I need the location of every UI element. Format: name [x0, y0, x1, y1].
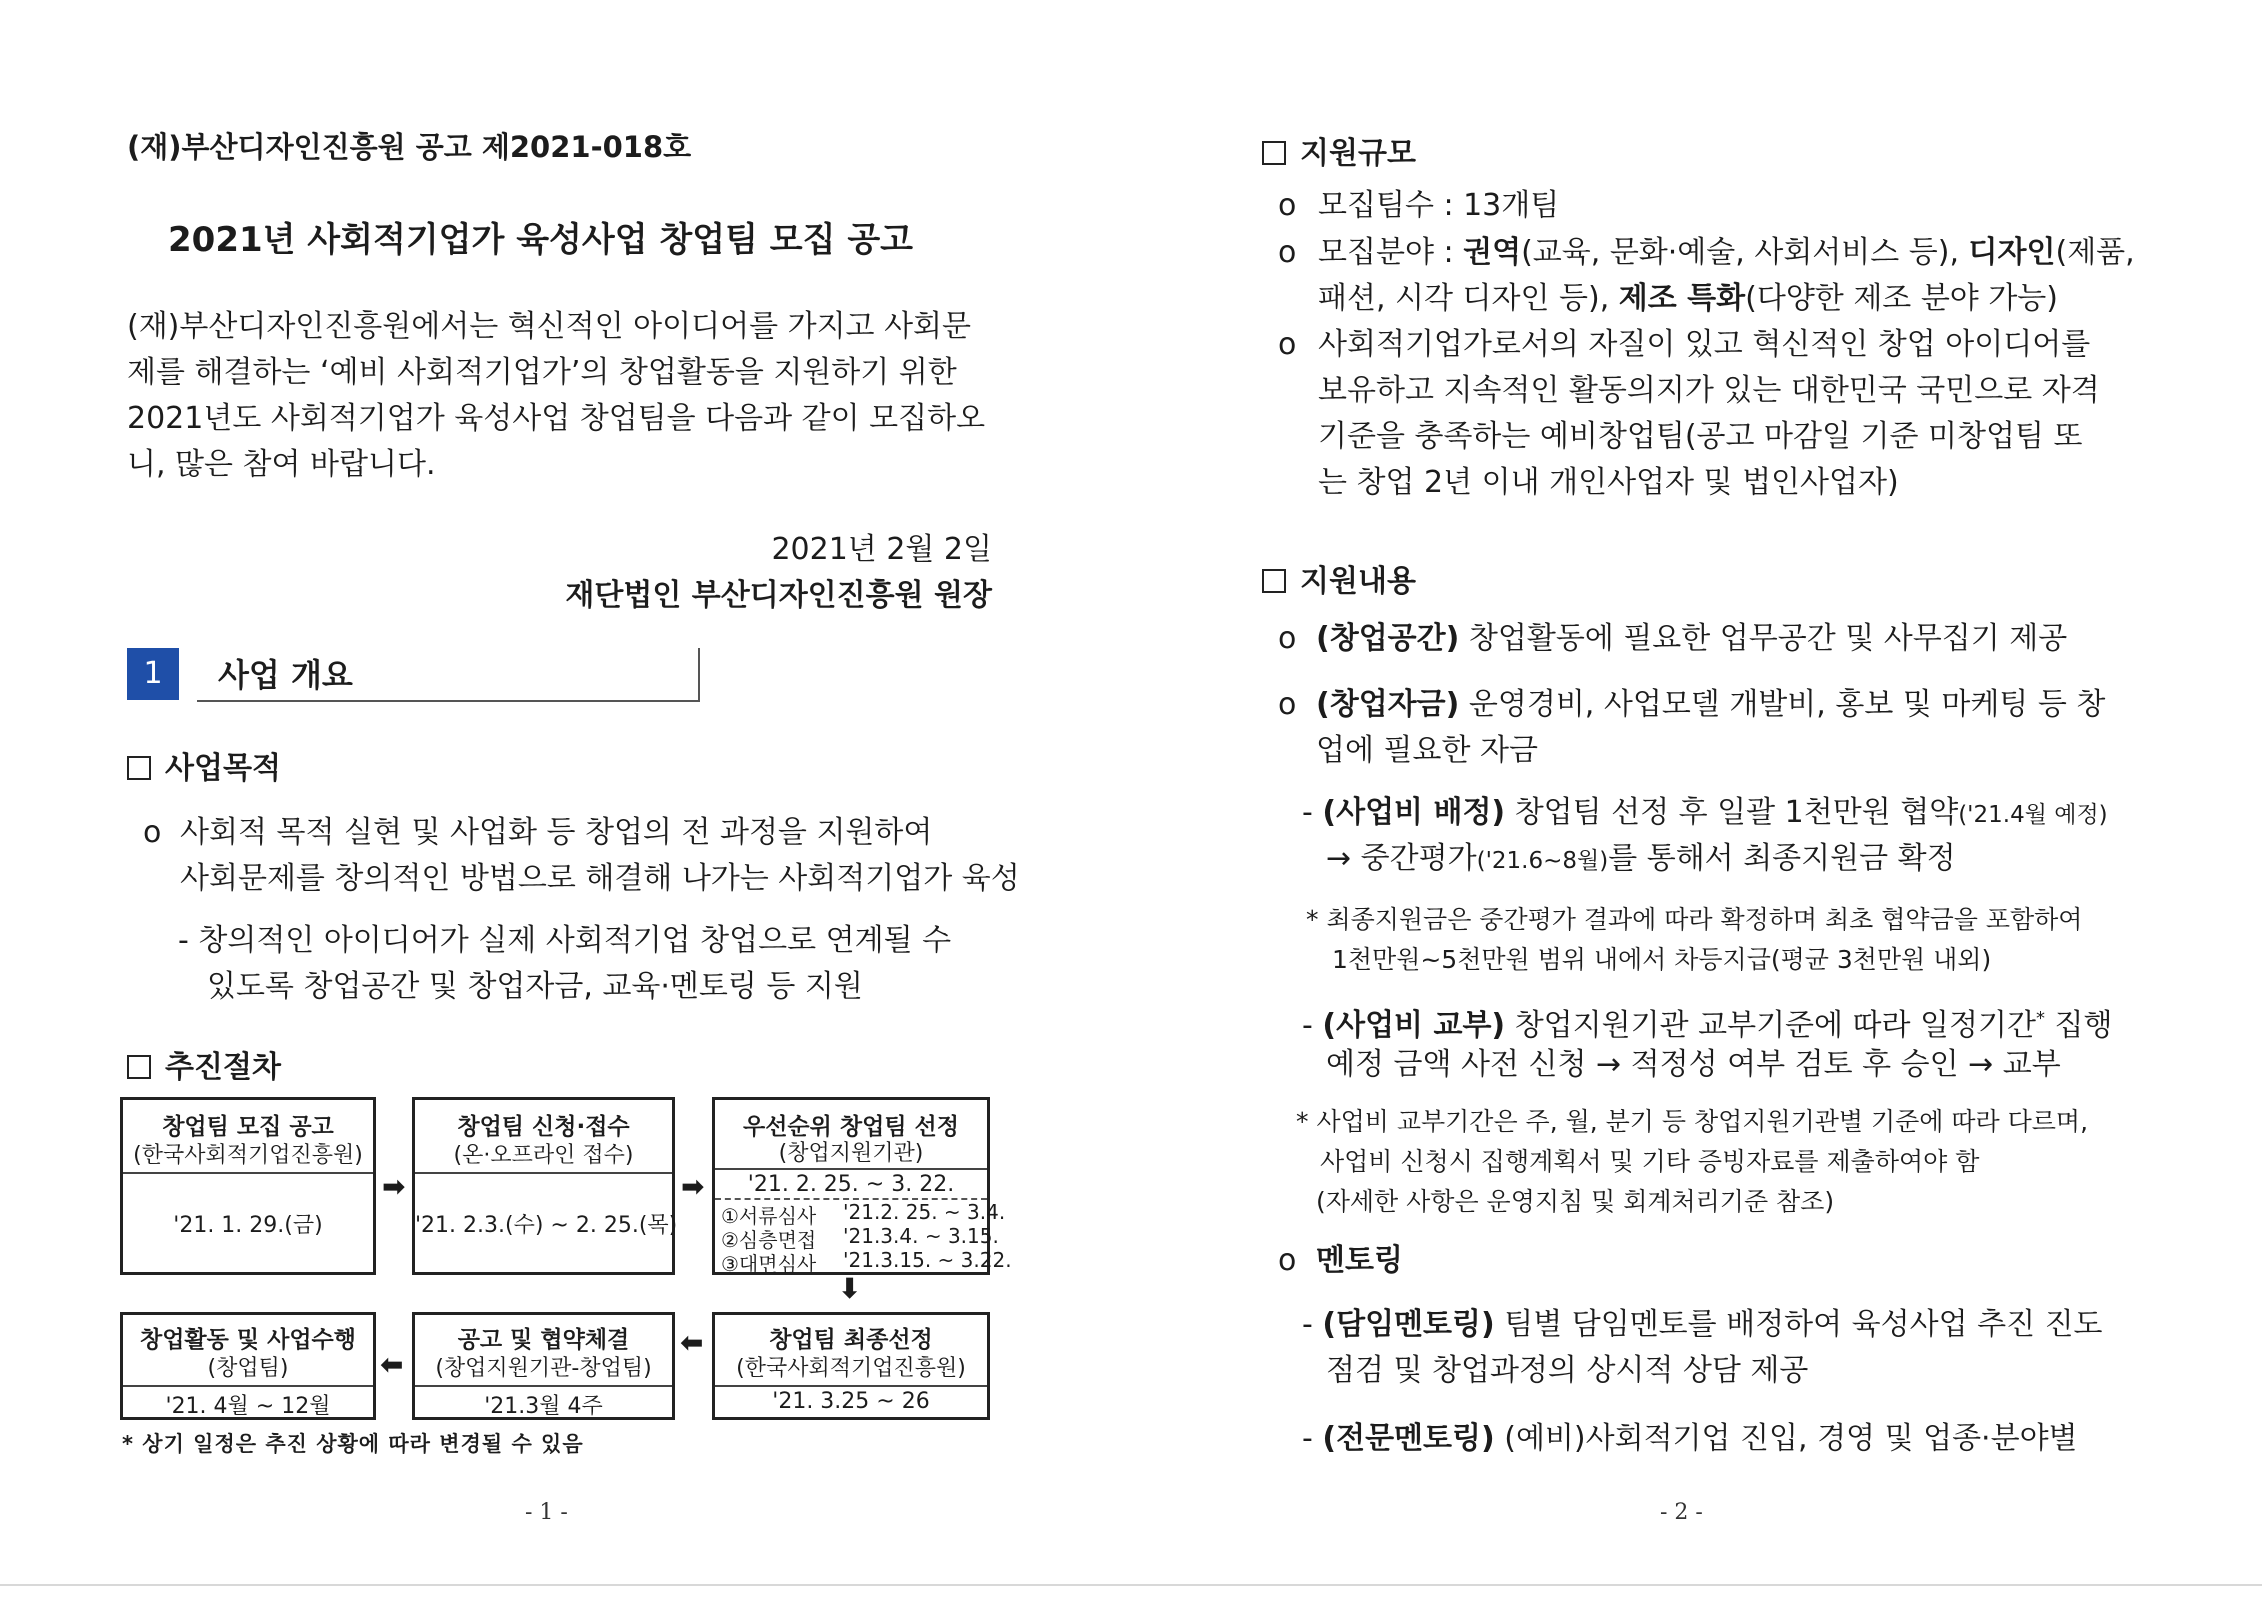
scale-heading: 지원규모: [1262, 128, 1416, 172]
step-4-date: '21. 3.25 ~ 26: [772, 1389, 930, 1414]
page-title: 2021년 사회적기업가 육성사업 창업팀 모집 공고: [168, 220, 914, 260]
step-2-date: '21. 2.3.(수) ~ 2. 25.(목): [415, 1213, 678, 1238]
step-box-2: [412, 1097, 678, 1275]
bullet: o: [1278, 235, 1297, 270]
step-box-3: [712, 1097, 1012, 1276]
checkbox-icon: [1262, 569, 1286, 593]
page-number-2: - 2 -: [1660, 1500, 1703, 1525]
step-1-org: (한국사회적기업진흥원): [133, 1143, 363, 1168]
fund-line-2: 업에 필요한 자금: [1316, 733, 1538, 768]
arrow-right-icon: ➡: [382, 1170, 406, 1203]
purpose-line-2: 사회문제를 창의적인 방법으로 해결해 나가는 사회적기업가 육성: [180, 861, 1020, 896]
purpose-bullet: o: [143, 815, 162, 850]
step-3-sub-date-2: '21.3.4. ~ 3.15.: [843, 1224, 999, 1248]
step-6-org: (창업팀): [207, 1356, 289, 1381]
step-4-org: (한국사회적기업진흥원): [736, 1356, 966, 1381]
step-box-1: [120, 1097, 376, 1275]
alloc-line-1: - (사업비 배정) 창업팀 선정 후 일괄 1천만원 협약('21.4월 예정): [1302, 795, 2108, 830]
content-heading: 지원내용: [1262, 556, 1416, 600]
bullet: o: [1278, 188, 1297, 223]
space-item: (창업공간) 창업활동에 필요한 업무공간 및 사무집기 제공: [1316, 621, 2068, 656]
step-box-4: [712, 1312, 990, 1420]
grant-note-1: * 사업비 교부기간은 주, 월, 분기 등 창업지원기관별 기준에 따라 다르며,: [1296, 1107, 2089, 1136]
checkbox-icon: [1262, 141, 1286, 165]
step-box-5: [412, 1312, 675, 1420]
qual-line-4: 는 창업 2년 이내 개인사업자 및 법인사업자): [1318, 465, 1899, 500]
grant-line-2: 예정 금액 사전 신청 → 적정성 여부 검토 후 승인 → 교부: [1326, 1047, 2061, 1082]
purpose-sub-1: - 창의적인 아이디어가 실제 사회적기업 창업으로 연계될 수: [178, 923, 952, 958]
intro-line-3: 2021년도 사회적기업가 육성사업 창업팀을 다음과 같이 모집하오: [127, 401, 986, 436]
section-underline: [197, 700, 700, 702]
qual-line-3: 기준을 충족하는 예비창업팀(공고 마감일 기준 미창업팀 또: [1318, 419, 2083, 454]
checkbox-icon: [127, 1055, 151, 1079]
arrow-left-icon: ⬅: [380, 1348, 404, 1381]
step-3-title: 우선순위 창업팀 선정: [743, 1114, 959, 1140]
issuer: 재단법인 부산디자인진흥원 원장: [565, 578, 992, 613]
mentor2-line-1: - (전문멘토링) (예비)사회적기업 진입, 경영 및 업종·분야별: [1302, 1421, 2078, 1456]
bullet: o: [1278, 621, 1297, 656]
field-line-1: 모집분야 : 권역(교육, 문화·예술, 사회서비스 등), 디자인(제품,: [1318, 235, 2135, 270]
arrow-right-icon: ➡: [681, 1170, 705, 1203]
step-3-sub-label-2: ②심층면접: [721, 1228, 817, 1252]
notice-date: 2021년 2월 2일: [771, 532, 992, 567]
step-3-org: (창업지원기관): [778, 1141, 924, 1166]
grant-note-3: (자세한 사항은 운영지침 및 회계처리기준 참조): [1316, 1187, 1835, 1216]
step-3-sub-date-3: '21.3.15. ~ 3.22.: [843, 1248, 1012, 1272]
arrow-down-icon: ⬇: [838, 1272, 862, 1305]
notice-number: (재)부산디자인진흥원 공고 제2021-018호: [127, 130, 692, 164]
step-3-sub-date-1: '21.2. 25. ~ 3.4.: [843, 1200, 1006, 1224]
field-line-2: 패션, 시각 디자인 등), 제조 특화(다양한 제조 분야 가능): [1318, 281, 2058, 316]
mentor-heading: 멘토링: [1316, 1243, 1403, 1278]
grant-line-1: - (사업비 교부) 창업지원기관 교부기준에 따라 일정기간* 집행: [1302, 1008, 2113, 1043]
grant-note-2: 사업비 신청시 집행계획서 및 기타 증빙자료를 제출하여야 함: [1320, 1147, 1980, 1176]
bullet: o: [1278, 327, 1297, 362]
section-title: 사업 개요: [218, 656, 353, 694]
qual-line-1: 사회적기업가로서의 자질이 있고 혁신적인 창업 아이디어를: [1318, 327, 2091, 362]
step-1-date: '21. 1. 29.(금): [173, 1213, 323, 1238]
checkbox-icon: [127, 756, 151, 780]
step-3-sub-label-1: ①서류심사: [721, 1204, 817, 1228]
purpose-sub-2: 있도록 창업공간 및 창업자금, 교육·멘토링 등 지원: [207, 969, 863, 1004]
step-2-title: 창업팀 신청·접수: [457, 1114, 630, 1140]
scan-edge: [0, 1584, 2262, 1586]
procedure-heading: 추진절차: [127, 1042, 281, 1086]
alloc-line-2: → 중간평가('21.6~8월)를 통해서 최종지원금 확정: [1326, 841, 1956, 876]
page-number-1: - 1 -: [525, 1500, 568, 1525]
step-box-6: [120, 1312, 376, 1420]
bullet: o: [1278, 1243, 1297, 1278]
alloc-note-2: 1천만원~5천만원 범위 내에서 차등지급(평균 3천만원 내외): [1332, 945, 1992, 974]
alloc-note-1: * 최종지원금은 중간평가 결과에 따라 확정하며 최초 협약금을 포함하여: [1306, 905, 2083, 934]
fund-line-1: (창업자금) 운영경비, 사업모델 개발비, 홍보 및 마케팅 등 창: [1316, 687, 2106, 722]
mentor1-line-2: 점검 및 창업과정의 상시적 상담 제공: [1326, 1353, 1809, 1388]
bullet: o: [1278, 687, 1297, 722]
schedule-note: * 상기 일정은 추진 상황에 따라 변경될 수 있음: [122, 1432, 584, 1456]
arrow-left-icon: ⬅: [680, 1326, 704, 1359]
step-6-date: '21. 4월 ~ 12월: [165, 1394, 331, 1419]
step-5-org: (창업지원기관-창업팀): [435, 1356, 652, 1381]
step-1-title: 창업팀 모집 공고: [162, 1114, 334, 1140]
step-5-title: 공고 및 협약체결: [457, 1327, 630, 1353]
section-number: 1: [127, 648, 179, 700]
section-rule-end: [698, 648, 700, 700]
intro-line-1: (재)부산디자인진흥원에서는 혁신적인 아이디어를 가지고 사회문: [127, 309, 972, 344]
step-3-date: '21. 2. 25. ~ 3. 22.: [747, 1172, 955, 1197]
step-5-date: '21.3월 4주: [484, 1394, 603, 1419]
mentor1-line-1: - (담임멘토링) 팀별 담임멘토를 배정하여 육성사업 추진 진도: [1302, 1307, 2103, 1342]
purpose-heading: 사업목적: [127, 743, 281, 787]
teams-count: 모집팀수 : 13개팀: [1318, 188, 1560, 223]
intro-line-2: 제를 해결하는 ‘예비 사회적기업가’의 창업활동을 지원하기 위한: [127, 355, 957, 390]
step-2-org: (온·오프라인 접수): [453, 1143, 634, 1168]
qual-line-2: 보유하고 지속적인 활동의지가 있는 대한민국 국민으로 자격: [1318, 373, 2100, 408]
step-6-title: 창업활동 및 사업수행: [140, 1327, 356, 1353]
step-4-title: 창업팀 최종선정: [769, 1327, 933, 1353]
purpose-line-1: 사회적 목적 실현 및 사업화 등 창업의 전 과정을 지원하여: [180, 815, 933, 850]
step-3-sub-label-3: ③대면심사: [721, 1252, 817, 1276]
intro-line-4: 니, 많은 참여 바랍니다.: [127, 447, 436, 482]
